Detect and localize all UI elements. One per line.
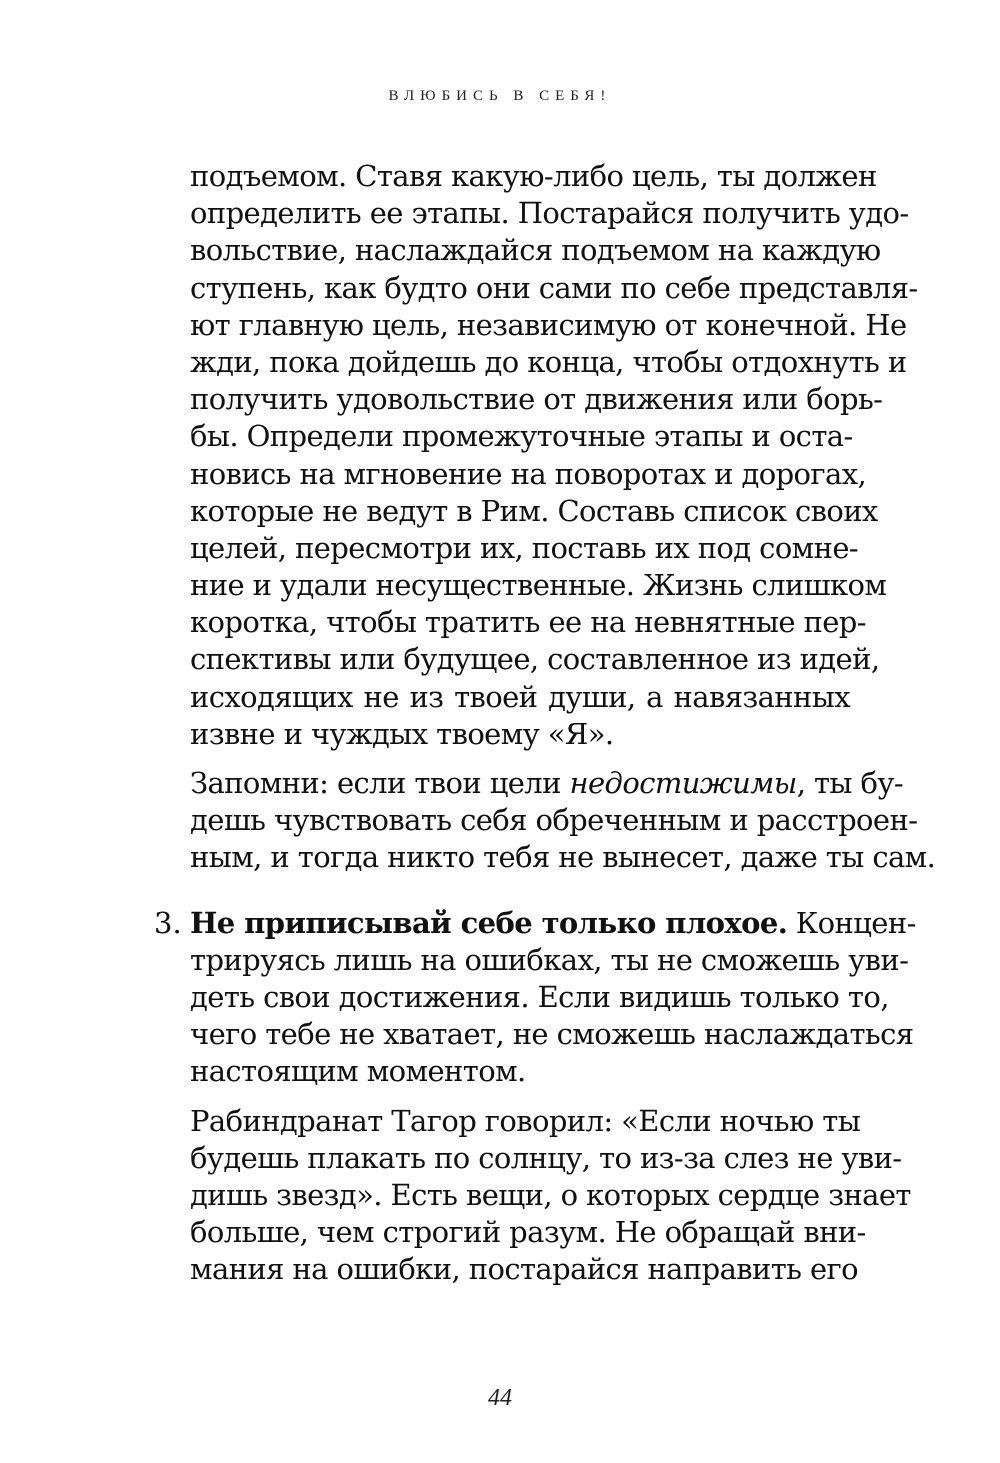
text-line: целей, пересмотри их, поставь их под сомне- (190, 530, 859, 565)
text-line: дишь звезд». Есть вещи, о которых сердце знает (190, 1177, 911, 1212)
bold-heading: Не приписывай себе только плохое. (190, 905, 788, 940)
text-line: вольствие, наслаждайся подъемом на каждую (190, 233, 881, 268)
text-line: коротка, чтобы тратить ее на невнятные пер- (190, 605, 866, 640)
text-line (190, 765, 904, 802)
text-line: исходящих не из твоей души, а навязанных (190, 679, 850, 714)
text-line: чего тебе не хватает, не сможешь наслаждаться (190, 1017, 914, 1052)
list-item-3 (154, 905, 916, 1091)
text-line: которые не ведут в Рим. Составь список своих (190, 493, 878, 528)
text-line (190, 905, 916, 942)
paragraph-2 (190, 765, 936, 877)
page-number: 44 (488, 1385, 512, 1411)
text-line: мания на ошибки, постарайся направить его (190, 1252, 858, 1287)
paragraph-1 (190, 158, 918, 753)
text-run: Запомни: если твои цели (190, 766, 570, 800)
text-line: деть свои достижения. Если видишь только то, (190, 979, 889, 1014)
text-run: , ты бу- (796, 766, 904, 800)
text-line: извне и чуждых твоему «Я». (190, 716, 614, 751)
italic-emphasis: недостижимы (569, 766, 797, 800)
list-number: 3. (154, 905, 182, 940)
running-head: ВЛЮБИСЬ В СЕБЯ! (388, 88, 612, 104)
text-line: ступень, как будто они сами по себе представля- (190, 270, 918, 305)
text-line: новись на мгновение на поворотах и дорогах, (190, 456, 867, 491)
text-line: жди, пока дойдешь до конца, чтобы отдохнуть и (190, 344, 907, 379)
text-line: будешь плакать по солнцу, то из-за слез не уви- (190, 1140, 902, 1175)
text-line: трируясь лишь на ошибках, ты не сможешь уви- (190, 942, 909, 977)
text-line: бы. Определи промежуточные этапы и оста- (190, 419, 853, 454)
text-line: спективы или будущее, составленное из идей, (190, 642, 880, 677)
text-run: Концен- (787, 905, 916, 940)
text-line: Рабиндранат Тагор говорил: «Если ночью ты (190, 1103, 861, 1138)
paragraph-3 (190, 1103, 911, 1289)
text-line: настоящим моментом. (190, 1054, 526, 1089)
text-line: ют главную цель, независимую от конечной. Не (190, 307, 907, 342)
text-line: ным, и тогда никто тебя не вынесет, даже ты сам. (190, 840, 936, 875)
text-line: получить удовольствие от движения или борь- (190, 382, 883, 417)
text-line: подъемом. Ставя какую-либо цель, ты должен (190, 159, 877, 193)
body-text (154, 158, 936, 1288)
text-line: определить ее этапы. Постарайся получить удо- (190, 196, 909, 231)
text-line: больше, чем строгий разум. Не обращай вни- (190, 1215, 866, 1250)
text-line: дешь чувствовать себя обреченным и расстроен- (190, 803, 918, 838)
text-line: ние и удали несущественные. Жизнь слишком (190, 568, 887, 603)
